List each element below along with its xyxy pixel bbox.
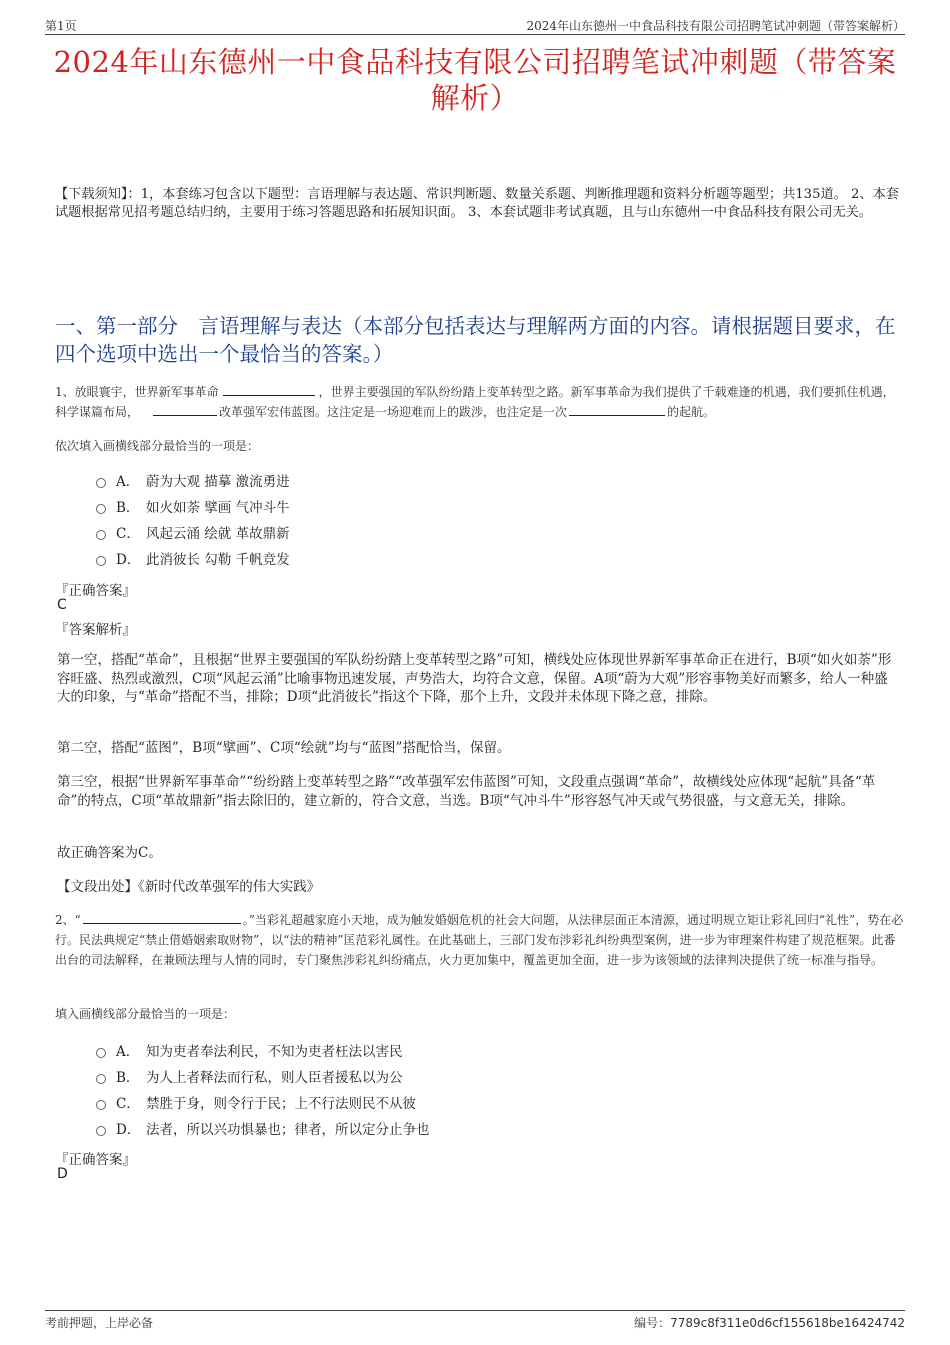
q1-blank-3: [569, 402, 665, 416]
question-1-stem: [55, 382, 905, 422]
q1-hint: 依次填入画横线部分最恰当的一项是：: [55, 439, 260, 453]
q2-answer-label: 『正确答案』: [55, 1152, 136, 1168]
section-heading: 一、第一部分 言语理解与表达（本部分包括表达与理解两方面的内容。请根据题目要求，在四个选项中选出一个最恰当的答案。）: [55, 314, 896, 366]
footer-code-label: 编号：: [634, 1316, 671, 1330]
q2-option-c[interactable]: C． 禁胜于身，则令行于民；上不行法则民不从彼: [96, 1091, 416, 1113]
q2-hint: 填入画横线部分最恰当的一项是：: [55, 1007, 236, 1021]
q1-text-3: 改革强军宏伟蓝图。这注定是一场迎难而上的跋涉，也注定是一次: [219, 405, 568, 419]
q1-text-2: ，世界主要强国的军队纷纷踏上变革转型之路。新军事革命为我们提供了千载难逢的机遇，我们要抓住机遇，科学谋篇布局，: [55, 385, 895, 419]
q1-text-1: 1、放眼寰宇，世界新军事革命: [55, 385, 219, 399]
radio-icon[interactable]: [96, 1048, 106, 1058]
page-title: 2024年山东德州一中食品科技有限公司招聘笔试冲刺题（带答案解析）: [53, 45, 897, 115]
q1-option-d[interactable]: D． 此消彼长 勾勒 千帆竞发: [96, 547, 290, 569]
q1-analysis-4: 故正确答案为C。: [57, 845, 162, 861]
q1-source: 【文段出处】《新时代改革强军的伟大实践》: [57, 879, 321, 895]
footer-code: [634, 1314, 905, 1331]
page-number: 第1页: [45, 19, 77, 33]
q1-analysis-2: 第二空，搭配“蓝图”，B项“擘画”、C项“绘就”均与“蓝图”搭配恰当，保留。: [57, 740, 511, 756]
footer-slogan: 考前押题，上岸必备: [45, 1316, 154, 1330]
q2-answer: D: [57, 1166, 68, 1182]
q1-blank-2: [153, 402, 217, 416]
q2-text-2: 。”当彩礼超越家庭小天地，成为触发婚姻危机的社会大问题，从法律层面正本清源，通过明规立矩让彩礼回归“礼性”，势在必行。民法典规定“禁止借婚姻索取财物”，以“法的精神”匡范彩礼属性。在此基础上，三部门发布涉彩礼纠纷典型案例，进一步为审理案件构建了规范框架。此番出台的司法解释，在兼顾法理与人情的同时，专门聚焦涉彩礼纠纷痛点，火力更加集中，覆盖更加全面，进一步为该领域的法律判决提供了统一标准与指导。: [55, 913, 904, 967]
radio-icon[interactable]: [96, 1074, 106, 1084]
header-divider: [45, 34, 905, 35]
radio-icon[interactable]: [96, 1126, 106, 1136]
download-notice: 【下载须知】：1，本套练习包含以下题型：言语理解与表达题、常识判断题、数量关系题、判断推理题和资料分析题等题型；共135道。 2、本套试题根据常见招考题总结归纳，主要用于练习答题思路和拓展知识面。 3、本套试题非考试真题，且与山东德州一中食品科技有限公司无关。: [55, 187, 899, 220]
footer-divider: [45, 1310, 905, 1311]
q1-answer: C: [57, 597, 67, 613]
q2-text-1: 2、“: [55, 913, 81, 927]
q1-analysis-label: 『答案解析』: [55, 622, 136, 638]
q1-text-4: 的起航。: [667, 405, 716, 419]
q1-blank-1: [223, 382, 315, 396]
q1-option-c[interactable]: C． 风起云涌 绘就 革故鼎新: [96, 521, 290, 543]
q1-answer-label: 『正确答案』: [55, 583, 136, 599]
q1-option-a[interactable]: A． 蔚为大观 描摹 激流勇进: [96, 469, 290, 491]
q2-blank-1: [83, 910, 241, 924]
radio-icon[interactable]: [96, 478, 106, 488]
question-2-stem: [55, 910, 905, 970]
q2-option-d[interactable]: D． 法者，所以兴功惧暴也；律者，所以定分止争也: [96, 1117, 430, 1139]
q2-option-a[interactable]: A． 知为吏者奉法利民，不知为吏者枉法以害民: [96, 1039, 403, 1061]
q1-analysis-1: 第一空，搭配“革命”，且根据“世界主要强国的军队纷纷踏上变革转型之路”可知，横线处应体现世界新军事革命正在进行，B项“如火如荼”形容旺盛、热烈或激烈，C项“风起云涌”比喻事物迅速发展，声势浩大，均符合文意，保留。A项“蔚为大观”形容事物美好而繁多，给人一种盛大的印象，与“革命”搭配不当，排除；D项“此消彼长”指这个下降，那个上升，文段并未体现下降之意，排除。: [57, 652, 892, 705]
radio-icon[interactable]: [96, 1100, 106, 1110]
q1-option-b[interactable]: B． 如火如荼 擘画 气冲斗牛: [96, 495, 290, 517]
radio-icon[interactable]: [96, 504, 106, 514]
radio-icon[interactable]: [96, 556, 106, 566]
q2-option-b[interactable]: B． 为人上者释法而行私，则人臣者援私以为公: [96, 1065, 403, 1087]
radio-icon[interactable]: [96, 530, 106, 540]
header-doc-title: 2024年山东德州一中食品科技有限公司招聘笔试冲刺题（带答案解析）: [526, 19, 905, 33]
q1-analysis-3: 第三空，根据“世界新军事革命”“纷纷踏上变革转型之路”“改革强军宏伟蓝图”可知，文段重点强调“革命”，故横线处应体现“起航”具备“革命”的特点，C项“革故鼎新”指去除旧的，建立新的，符合文意，当选。B项“气冲斗牛”形容怒气冲天或气势很盛，与文意无关，排除。: [57, 774, 876, 809]
footer-code-value: 7789c8f311e0d6cf155618be16424742: [670, 1316, 905, 1330]
